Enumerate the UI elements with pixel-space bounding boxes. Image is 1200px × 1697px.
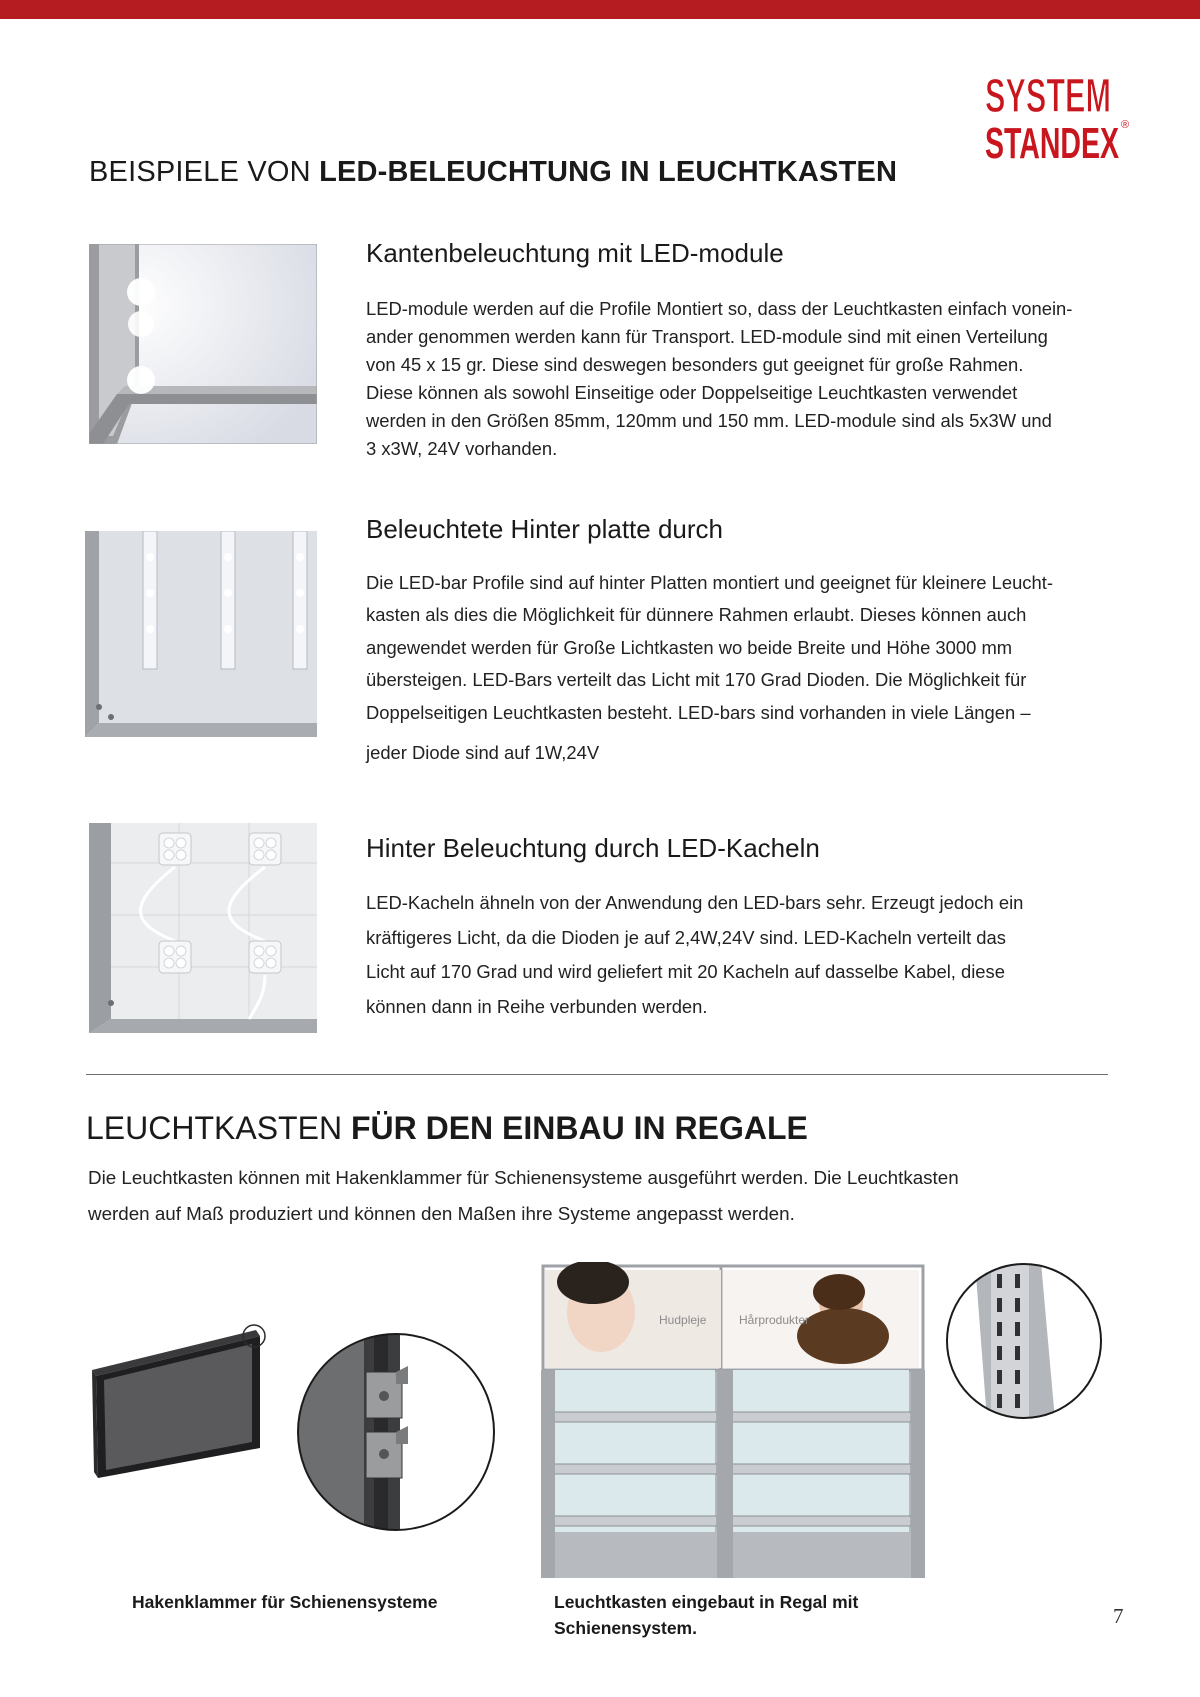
text-line: jeder Diode sind auf 1W,24V bbox=[366, 742, 600, 764]
text-line: werden auf Maß produziert und können den Maßen ihre Systeme angepasst werden. bbox=[88, 1203, 795, 1224]
text-line: werden in den Größen 85mm, 120mm und 150 mm. LED-module sind als 5x3W und bbox=[366, 410, 1052, 431]
hook-detail-circle bbox=[296, 1332, 496, 1532]
logo-line-1: SYSTEM bbox=[985, 72, 1111, 123]
page-heading: BEISPIELE VON LED-BELEUCHTUNG IN LEUCHTKASTEN bbox=[89, 156, 898, 188]
text-line: ander genommen werden kann für Transport. LED-module sind mit einen Verteilung bbox=[366, 326, 1048, 347]
example-text-tiles bbox=[366, 886, 1116, 1024]
section-text bbox=[88, 1160, 1118, 1232]
caption-line: Leuchtkasten eingebaut in Regal mit bbox=[554, 1592, 859, 1612]
text-line: LED-Kacheln ähneln von der Anwendung den LED-bars sehr. Erzeugt jedoch ein bbox=[366, 892, 1024, 913]
text-line: LED-module werden auf die Profile Montiert so, dass der Leuchtkasten einfach vonein- bbox=[366, 298, 1073, 319]
example-title-backplate: Beleuchtete Hinter platte durch bbox=[366, 514, 723, 544]
example-title-edge: Kantenbeleuchtung mit LED-module bbox=[366, 238, 784, 268]
text-line: Die Leuchtkasten können mit Hakenklammer für Schienensysteme ausgeführt werden. Die Leuchtkasten bbox=[88, 1167, 959, 1188]
text-line: Doppelseitigen Leuchtkasten besteht. LED-bars sind vorhanden in viele Längen – bbox=[366, 701, 1031, 723]
logo-line-2: STANDEX bbox=[985, 119, 1119, 162]
text-line: angewendet werden für Große Lichtkasten wo beide Breite und Höhe 3000 mm bbox=[366, 636, 1013, 658]
section-heading: LEUCHTKASTEN FÜR DEN EINBAU IN REGALE bbox=[86, 1110, 808, 1146]
led-tiles-photo bbox=[89, 823, 317, 1033]
text-line: 3 x3W, 24V vorhanden. bbox=[366, 438, 558, 459]
example-text-backplate bbox=[366, 567, 1116, 769]
text-line: kräftigeres Licht, da die Dioden je auf 2,4W,24V sind. LED-Kacheln verteilt das bbox=[366, 926, 1006, 948]
text-line: übersteigen. LED-Bars verteilt das Licht mit 170 Grad Dioden. Die Möglichkeit für bbox=[366, 669, 1027, 691]
caption-line: Hakenklammer für Schienensysteme bbox=[132, 1592, 438, 1612]
text-line: können dann in Reihe verbunden werden. bbox=[366, 995, 708, 1017]
led-bar-backplate-photo bbox=[85, 531, 317, 737]
example-title-tiles: Hinter Beleuchtung durch LED-Kacheln bbox=[366, 833, 820, 863]
text-line: Diese können als sowohl Einseitige oder Doppelseitige Leuchtkasten verwendet bbox=[366, 382, 1018, 403]
page-number: 7 bbox=[1113, 1604, 1124, 1628]
text-line: Die LED-bar Profile sind auf hinter Platten montiert und geeignet für kleinere Leucht- bbox=[366, 572, 1053, 593]
caption-hook bbox=[132, 1589, 437, 1615]
text-line: kasten als dies die Möglichkeit für dünnere Rahmen erlaubt. Dieses können auch bbox=[366, 604, 1027, 626]
lightbox-illustration bbox=[88, 1322, 300, 1480]
example-text-edge bbox=[366, 295, 1116, 463]
caption-shelf bbox=[554, 1589, 858, 1641]
shelf-unit-illustration bbox=[541, 1262, 925, 1580]
rail-detail-circle bbox=[945, 1262, 1103, 1420]
sign-harprodukter: Hårprodukter bbox=[739, 1313, 810, 1327]
section-divider bbox=[86, 1074, 1108, 1075]
registered-mark: ® bbox=[1121, 119, 1130, 131]
top-accent-bar bbox=[0, 0, 1200, 19]
sign-hudpleje: Hudpleje bbox=[659, 1313, 707, 1327]
system-standex-logo bbox=[983, 72, 1133, 162]
text-line: von 45 x 15 gr. Diese sind deswegen besonders gut geeignet für große Rahmen. bbox=[366, 354, 1024, 375]
edge-lighting-photo bbox=[89, 244, 317, 444]
caption-line: Schienensystem. bbox=[554, 1618, 697, 1638]
text-line: Licht auf 170 Grad und wird geliefert mit 20 Kacheln auf dasselbe Kabel, diese bbox=[366, 961, 1005, 982]
